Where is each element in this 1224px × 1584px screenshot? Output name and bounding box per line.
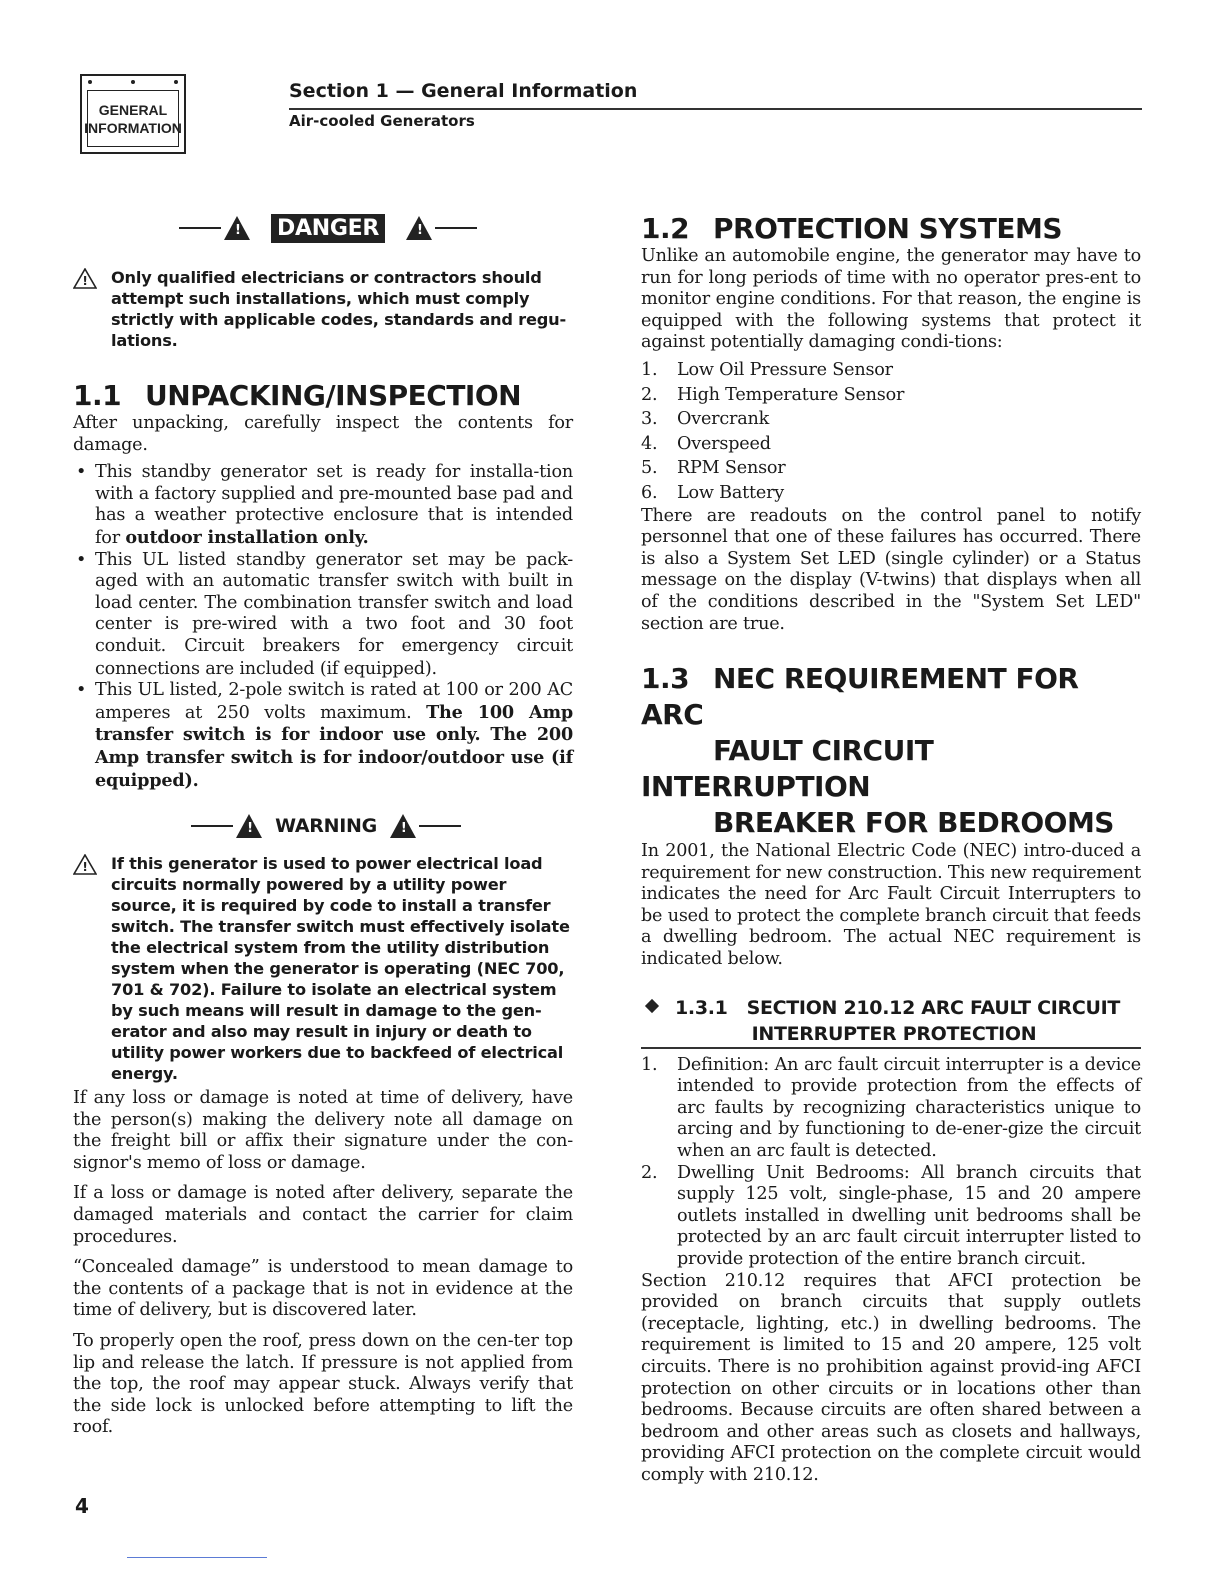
list-item xyxy=(73,550,573,681)
section-number: 1.2 xyxy=(641,212,690,245)
diamond-bullet-icon xyxy=(645,999,659,1013)
subsection-rule xyxy=(641,1047,1141,1049)
list-text: High Temperature Sensor xyxy=(677,384,905,405)
section-tab-label xyxy=(84,90,182,147)
warning-triangle-icon: ! xyxy=(236,814,262,838)
section-heading-title-line-1: NEC REQUIREMENT FOR ARC xyxy=(641,662,1079,732)
page-number: 4 xyxy=(75,1494,89,1518)
paragraph: “Concealed damage” is understood to mean damage to the contents of a package that is not in evidence at the time of delivery, but is discovered later. xyxy=(73,1257,573,1321)
section-number: 1.1 xyxy=(73,379,122,412)
section-1-2-heading xyxy=(641,212,1141,246)
right-column xyxy=(641,212,1141,1487)
subsection-title-line-2: INTERRUPTER PROTECTION xyxy=(751,1022,1037,1045)
unpacking-intro: After unpacking, carefully inspect the contents for damage. xyxy=(73,413,573,455)
bullet-icon: • xyxy=(76,462,87,483)
list-number: 1. xyxy=(641,1054,658,1075)
bullet-text: This UL listed standby generator set may be pack-aged with an automatic transfer switch with built in load center. The combination transfer switch and load center is pre-wired with a two foot and 30 foot conduit. Circuit breakers for emergency circuit connections are included (if equipped). xyxy=(95,549,573,679)
list-number: 2. xyxy=(641,384,658,405)
footer-rule xyxy=(127,1557,267,1558)
danger-banner xyxy=(83,208,573,248)
warning-notice-text: If this generator is used to power electrical load circuits normally powered by a utility power source, it is required by code to install a transfer switch. The transfer switch must effectively isolate the electrical system from the utility distribution system when the generator is operating (NEC 700, 701 & 702). Failure to isolate an electrical system by such means will result in damage to the gen-erator and also may result in injury or death to utility power workers due to backfeed of electrical energy. xyxy=(111,854,570,1084)
warning-notice xyxy=(73,853,573,1084)
warning-banner xyxy=(79,806,573,846)
bullet-icon: • xyxy=(76,549,87,570)
list-text: Low Oil Pressure Sensor xyxy=(677,359,893,380)
bullet-icon: • xyxy=(76,680,87,701)
section-1-1-heading xyxy=(73,379,573,413)
protection-list xyxy=(641,358,1141,506)
svg-text:!: ! xyxy=(82,274,88,288)
warning-label: WARNING xyxy=(275,815,377,838)
danger-notice xyxy=(73,267,573,351)
bullet-bold-text: outdoor installation only. xyxy=(125,526,369,548)
subsection-1-3-1-heading xyxy=(641,995,1141,1047)
list-number: 2. xyxy=(641,1162,658,1183)
list-number: 6. xyxy=(641,482,658,503)
caution-outline-icon xyxy=(73,854,97,875)
list-item xyxy=(641,432,1141,457)
section-tab xyxy=(80,74,186,154)
section-subtitle: Air-cooled Generators xyxy=(289,112,475,130)
list-text: Definition: An arc fault circuit interrupter is a device intended to provide protection from the effects of arc faults by recognizing characteristics unique to arcing and by functioning to de-ener-gize the circuit when an arc fault is detected. xyxy=(677,1054,1141,1162)
paragraph: To properly open the roof, press down on the cen-ter top lip and release the latch. If pressure is not applied from the top, the roof may appear stuck. Always verify that the side lock is unlocked before attempting to lift the roof. xyxy=(73,1331,573,1438)
list-item xyxy=(641,383,1141,408)
list-item xyxy=(73,680,573,792)
danger-notice-text: Only qualified electricians or contractors should attempt such installations, which must comply strictly with applicable codes, standards and regu-lations. xyxy=(111,268,566,350)
section-heading-title: PROTECTION SYSTEMS xyxy=(713,212,1063,245)
list-text: Dwelling Unit Bedrooms: All branch circuits that supply 125 volt, single-phase, 15 and 20 ampere outlets installed in dwelling unit bedrooms shall be protected by an arc fault circuit interrupter listed to provide protection of the entire branch circuit. xyxy=(677,1162,1141,1269)
section-heading-title: UNPACKING/INSPECTION xyxy=(145,379,522,412)
list-item xyxy=(73,462,573,549)
list-text: RPM Sensor xyxy=(677,458,786,479)
unpacking-bullets xyxy=(73,462,573,792)
subsection-title-line-1: SECTION 210.12 ARC FAULT CIRCUIT xyxy=(746,996,1121,1019)
list-text: Overcrank xyxy=(677,409,770,430)
danger-label: DANGER xyxy=(271,214,385,243)
left-column xyxy=(73,208,573,1439)
list-item xyxy=(641,358,1141,383)
paragraph: If a loss or damage is noted after delivery, separate the damaged materials and contact the carrier for claim procedures. xyxy=(73,1183,573,1247)
header-rule xyxy=(289,108,1142,110)
list-number: 3. xyxy=(641,409,658,430)
subsection-number: 1.3.1 xyxy=(675,996,728,1019)
tab-line-2: INFORMATION xyxy=(84,119,182,136)
list-number: 5. xyxy=(641,458,658,479)
svg-text:!: ! xyxy=(82,860,88,875)
list-item xyxy=(641,1163,1141,1271)
list-item xyxy=(641,407,1141,432)
list-text: Overspeed xyxy=(677,433,771,454)
protection-outro: There are readouts on the control panel to notify personnel that one of these failures has occurred. There is also a System Set LED (single cylinder) or a Status message on the display (V-twins) that displays when all of the conditions described in the "System Set LED" section are true. xyxy=(641,505,1141,634)
warning-triangle-icon: ! xyxy=(224,216,250,240)
nec-intro: In 2001, the National Electric Code (NEC) intro-duced a requirement for new construction. This new requirement indicates the need for Arc Fault Circuit Interrupters to be used to protect the complete branch circuit that feeds a dwelling bedroom. The actual NEC requirement is indicated below. xyxy=(641,841,1142,970)
bullet-bold-text: The 100 Amp transfer switch is for indoor use only. The 200 Amp transfer switch is for indoor/outdoor use (if equipped). xyxy=(95,701,574,791)
list-item xyxy=(641,481,1141,506)
warning-triangle-icon: ! xyxy=(390,814,416,838)
afci-outro: Section 210.12 requires that AFCI protection be provided on branch circuits that supply outlets (receptacle, lighting, etc.) in dwelling bedrooms. The requirement is limited to 15 and 20 ampere, 125 volt circuits. There is no prohibition against provid-ing AFCI protection on other circuits or in locations other than bedrooms. Because circuits are often shared between a bedroom and other areas such as closets and hallways, providing AFCI protection on the complete circuit would comply with 210.12. xyxy=(641,1270,1141,1485)
section-number: 1.3 xyxy=(641,662,690,696)
paragraph: If any loss or damage is noted at time of delivery, have the person(s) making the delivery note all damage on the freight bill or affix their signature under the con-signor's memo of loss or damage. xyxy=(73,1088,573,1173)
bullet-text: This standby generator set is ready for installa-tion with a factory supplied and pre-mounted base pad and has a weather protective enclosure that is intended for xyxy=(95,462,573,548)
warning-triangle-icon: ! xyxy=(406,216,432,240)
caution-outline-icon xyxy=(73,268,97,289)
list-text: Low Battery xyxy=(677,482,785,503)
list-number: 4. xyxy=(641,433,658,454)
tab-dots xyxy=(88,80,178,84)
tab-line-1: GENERAL xyxy=(98,101,168,118)
section-1-3-heading xyxy=(641,661,1141,841)
section-title: Section 1 — General Information xyxy=(289,80,638,102)
section-heading-title-line-3: BREAKER FOR BEDROOMS xyxy=(713,806,1114,840)
list-item xyxy=(641,1055,1141,1163)
protection-intro: Unlike an automobile engine, the generator may have to run for long periods of time with no operator pres-ent to monitor engine conditions. For that reason, the engine is equipped with the following systems that protect it against potentially damaging condi-tions: xyxy=(641,246,1141,353)
list-item xyxy=(641,456,1141,481)
afci-definition-list xyxy=(641,1055,1141,1271)
bullet-text: This UL listed, 2-pole switch is rated at 100 or 200 AC amperes at 250 volts maximum. xyxy=(95,680,573,723)
list-number: 1. xyxy=(641,359,658,380)
section-heading-title-line-2: FAULT CIRCUIT INTERRUPTION xyxy=(641,734,934,804)
